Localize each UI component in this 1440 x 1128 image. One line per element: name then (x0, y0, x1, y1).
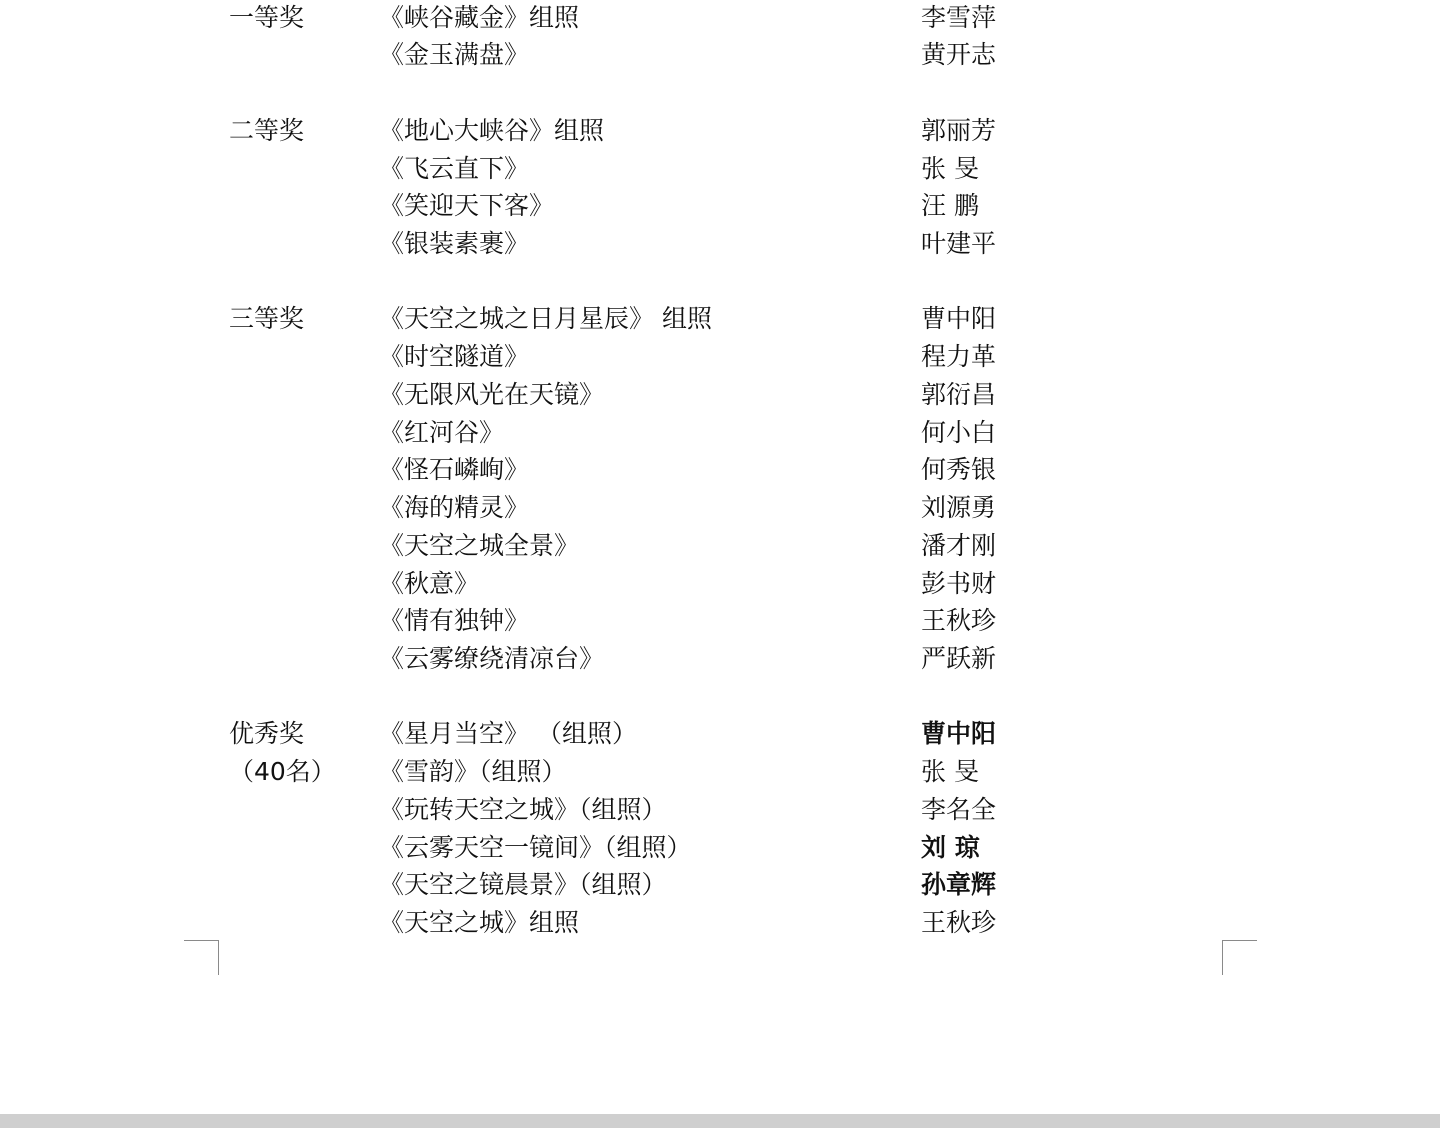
entry-title: 《天空之城之日月星辰》 组照 (379, 304, 712, 333)
margin-corner-mark-right (1222, 940, 1257, 975)
entry-title: 《笑迎天下客》 (379, 191, 555, 220)
entry-author: 严跃新 (921, 644, 997, 673)
entry-author: 刘 琼 (921, 833, 980, 862)
margin-corner-mark-left (184, 940, 219, 975)
entry-title: 《时空隧道》 (379, 342, 530, 371)
page-gap-bar (0, 1114, 1440, 1128)
prize-label-third: 三等奖 (229, 304, 305, 333)
entry-author: 潘才刚 (921, 531, 997, 560)
entry-title: 《云雾天空一镜间》（组照） (379, 833, 692, 862)
entry-title: 《天空之城全景》 (379, 531, 580, 560)
entry-title: 《海的精灵》 (379, 493, 530, 522)
entry-author: 何小白 (921, 418, 997, 447)
prize-label-first: 一等奖 (229, 3, 305, 32)
entry-title: 《雪韵》（组照） (379, 757, 567, 786)
entry-title: 《银装素裹》 (379, 229, 530, 258)
entry-author: 汪 鹏 (921, 191, 979, 220)
entry-title: 《峡谷藏金》组照 (379, 3, 580, 32)
entry-title: 《无限风光在天镜》 (379, 380, 605, 409)
entry-author: 郭衍昌 (921, 380, 997, 409)
prize-count-excellence: （40名） (229, 757, 336, 786)
entry-author: 刘源勇 (921, 493, 997, 522)
entry-title: 《天空之镜晨景》（组照） (379, 870, 667, 899)
entry-author: 程力革 (921, 342, 997, 371)
entry-title: 《玩转天空之城》（组照） (379, 795, 667, 824)
entry-title: 《秋意》 (379, 569, 480, 598)
entry-author: 彭书财 (921, 569, 997, 598)
entry-title: 《飞云直下》 (379, 154, 530, 183)
entry-author: 郭丽芳 (921, 116, 997, 145)
entry-title: 《天空之城》组照 (379, 908, 580, 937)
entry-author: 曹中阳 (921, 304, 997, 333)
entry-title: 《金玉满盘》 (379, 40, 530, 69)
entry-author: 王秋珍 (921, 908, 997, 937)
entry-title: 《红河谷》 (379, 418, 505, 447)
prize-label-excellence: 优秀奖 (229, 719, 305, 748)
entry-author: 何秀银 (921, 455, 997, 484)
prize-label-second: 二等奖 (229, 116, 305, 145)
entry-title: 《情有独钟》 (379, 606, 530, 635)
entry-author: 李名全 (921, 795, 997, 824)
entry-author: 孙章辉 (921, 870, 997, 899)
entry-author: 黄开志 (921, 40, 997, 69)
entry-author: 王秋珍 (921, 606, 997, 635)
entry-author: 李雪萍 (921, 3, 997, 32)
entry-title: 《地心大峡谷》组照 (379, 116, 605, 145)
entry-author: 叶建平 (921, 229, 997, 258)
entry-title: 《星月当空》 （组照） (379, 719, 637, 748)
entry-author: 张 旻 (921, 154, 979, 183)
entry-title: 《怪石嶙峋》 (379, 455, 530, 484)
entry-author: 曹中阳 (921, 719, 997, 748)
entry-author: 张 旻 (921, 757, 979, 786)
entry-title: 《云雾缭绕清凉台》 (379, 644, 605, 673)
